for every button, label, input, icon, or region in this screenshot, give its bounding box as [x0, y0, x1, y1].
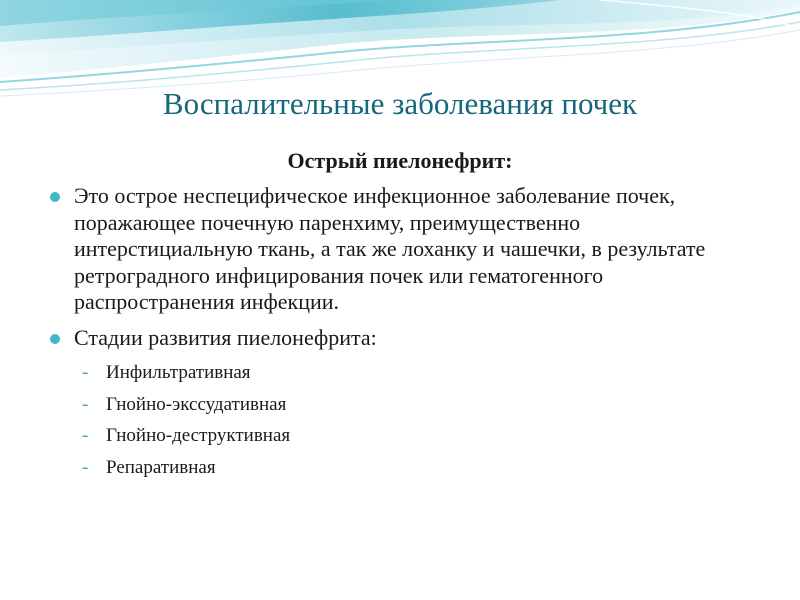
slide-content	[48, 183, 760, 487]
definition-bullet: Это острое неспецифическое инфекционное заболевание почек, поражающее почечную паренхиму, преимущественно интерстициальную ткань, а так же лоханку и чашечки, в результате ретроградного инфицирования почек или гематогенного распространения инфекции.	[48, 183, 760, 316]
slide-subtitle: Острый пиелонефрит:	[287, 148, 513, 173]
list-item: - Гнойно-экссудативная	[82, 393, 760, 416]
list-item: - Гнойно-деструктивная	[82, 424, 760, 447]
slide-title: Воспалительные заболевания почек	[162, 86, 638, 121]
stages-list	[82, 361, 760, 479]
stages-heading-bullet: Стадии развития пиелонефрита:	[48, 325, 760, 352]
list-item: - Инфильтративная	[82, 361, 760, 384]
list-item: - Репаративная	[82, 456, 760, 479]
